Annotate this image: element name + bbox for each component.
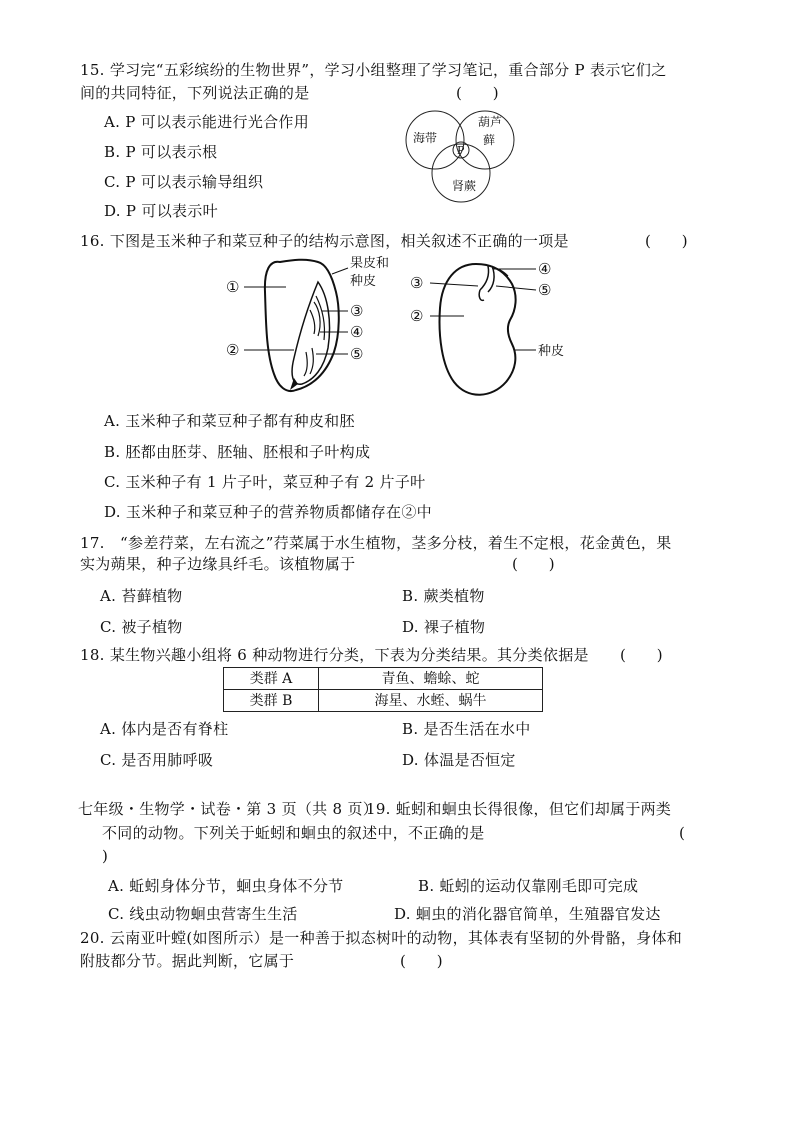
q16-answer-paren: ( ) <box>645 232 688 250</box>
q16-option-d: D. 玉米种子和菜豆种子的营养物质都储存在②中 <box>104 503 432 521</box>
q16-option-a: A. 玉米种子和菜豆种子都有种皮和胚 <box>104 412 355 430</box>
q18-option-a: A. 体内是否有脊柱 <box>100 720 229 738</box>
table-cell-group-b: 类群 B <box>224 690 319 712</box>
corn-label-guopi-line2: 种皮 <box>350 274 377 289</box>
corn-label-guopi-line1: 果皮和 <box>350 256 390 271</box>
q16-stem-line1: 16. 下图是玉米种子和菜豆种子的结构示意图，相关叙述不正确的一项是 <box>80 232 569 250</box>
corn-seed-diagram <box>222 252 402 402</box>
corn-embryo-tip <box>290 378 298 390</box>
venn-label-haidai: 海带 <box>413 131 438 145</box>
q16-option-c: C. 玉米种子有 1 片子叶，菜豆种子有 2 片子叶 <box>104 473 426 491</box>
q19-option-d: D. 蛔虫的消化器官简单，生殖器官发达 <box>394 905 661 923</box>
bean-label-5: ⑤ <box>538 281 552 299</box>
corn-embryo-root <box>304 348 313 376</box>
q19-option-c: C. 线虫动物蛔虫营寄生生活 <box>108 905 298 923</box>
venn-label-p: P <box>457 144 465 157</box>
venn-label-hulu: 葫芦 <box>478 115 503 129</box>
q19-stem-line1: 19. 蚯蚓和蛔虫长得很像，但它们却属于两类 <box>366 800 672 818</box>
page-footer: 七年级・生物学・试卷・第 3 页（共 8 页） <box>78 800 379 818</box>
q19-option-a: A. 蚯蚓身体分节，蛔虫身体不分节 <box>108 877 344 895</box>
q15-stem-line1: 15. 学习完“五彩缤纷的生物世界”，学习小组整理了学习笔记，重合部分 P 表示它们之 <box>80 61 667 79</box>
q15-option-c: C. P 可以表示输导组织 <box>104 173 264 191</box>
q15-option-d: D. P 可以表示叶 <box>104 202 218 220</box>
bean-embryo-bud <box>479 266 494 300</box>
bean-seed-diagram <box>408 252 580 402</box>
venn-label-shenjue: 肾蕨 <box>452 179 477 193</box>
q17-answer-paren: ( ) <box>512 555 555 573</box>
q17-stem-line1: 17. “参差荇菜，左右流之”荇菜属于水生植物，茎多分枝，着生不定根，花金黄色，果 <box>80 534 672 552</box>
q18-answer-paren: ( ) <box>620 646 663 664</box>
bean-leader-3 <box>430 283 478 286</box>
venn-label-xian: 藓 <box>483 133 496 147</box>
q19-option-b: B. 蚯蚓的运动仅靠刚毛即可完成 <box>418 877 639 895</box>
q17-option-a: A. 苔藓植物 <box>100 587 183 605</box>
q20-answer-paren: ( ) <box>400 952 443 970</box>
bean-label-zhongpi: 种皮 <box>538 344 565 359</box>
q15-option-b: B. P 可以表示根 <box>104 143 218 161</box>
q17-option-d: D. 裸子植物 <box>402 618 486 636</box>
q15-option-a: A. P 可以表示能进行光合作用 <box>104 113 310 131</box>
q16-option-b: B. 胚都由胚芽、胚轴、胚根和子叶构成 <box>104 443 371 461</box>
q19-paren-open: ( <box>679 824 686 842</box>
q17-stem-line2: 实为蒴果，种子边缘具纤毛。该植物属于 <box>80 555 356 573</box>
bean-label-3: ③ <box>410 274 424 292</box>
q19-paren-close: ) <box>102 847 109 865</box>
q18-stem-line1: 18. 某生物兴趣小组将 6 种动物进行分类，下表为分类结果。其分类依据是 <box>80 646 589 664</box>
corn-label-3: ③ <box>350 302 364 320</box>
q17-option-b: B. 蕨类植物 <box>402 587 485 605</box>
corn-leader-guopi <box>332 268 348 274</box>
bean-label-4: ④ <box>538 260 552 278</box>
venn-diagram <box>400 104 535 208</box>
q18-option-b: B. 是否生活在水中 <box>402 720 531 738</box>
corn-embryo-bud <box>310 296 325 340</box>
bean-seed-outline <box>440 264 516 395</box>
q20-stem-line1: 20. 云南亚叶螳(如图所示）是一种善于拟态树叶的动物，其体表有坚韧的外骨骼，身体和 <box>80 929 683 947</box>
q18-option-d: D. 体温是否恒定 <box>402 751 516 769</box>
q17-option-c: C. 被子植物 <box>100 618 183 636</box>
corn-label-1: ① <box>226 278 240 296</box>
q15-answer-paren: ( ) <box>456 84 499 102</box>
q19-stem-line2: 不同的动物。下列关于蚯蚓和蛔虫的叙述中，不正确的是 <box>102 824 485 842</box>
bean-leader-5 <box>496 286 536 290</box>
table-cell-group-a: 类群 A <box>224 668 319 690</box>
corn-label-2: ② <box>226 341 240 359</box>
classification-table <box>223 667 543 712</box>
bean-label-2: ② <box>410 307 424 325</box>
q20-stem-line2: 附肢都分节。据此判断，它属于 <box>80 952 295 970</box>
q18-option-c: C. 是否用肺呼吸 <box>100 751 214 769</box>
corn-label-5: ⑤ <box>350 345 364 363</box>
corn-label-4: ④ <box>350 323 364 341</box>
table-cell-group-a-animals: 青鱼、蟾蜍、蛇 <box>319 668 543 690</box>
table-row <box>224 668 543 690</box>
table-row <box>224 690 543 712</box>
table-cell-group-b-animals: 海星、水蛭、蜗牛 <box>319 690 543 712</box>
q15-stem-line2: 间的共同特征，下列说法正确的是 <box>80 84 310 102</box>
